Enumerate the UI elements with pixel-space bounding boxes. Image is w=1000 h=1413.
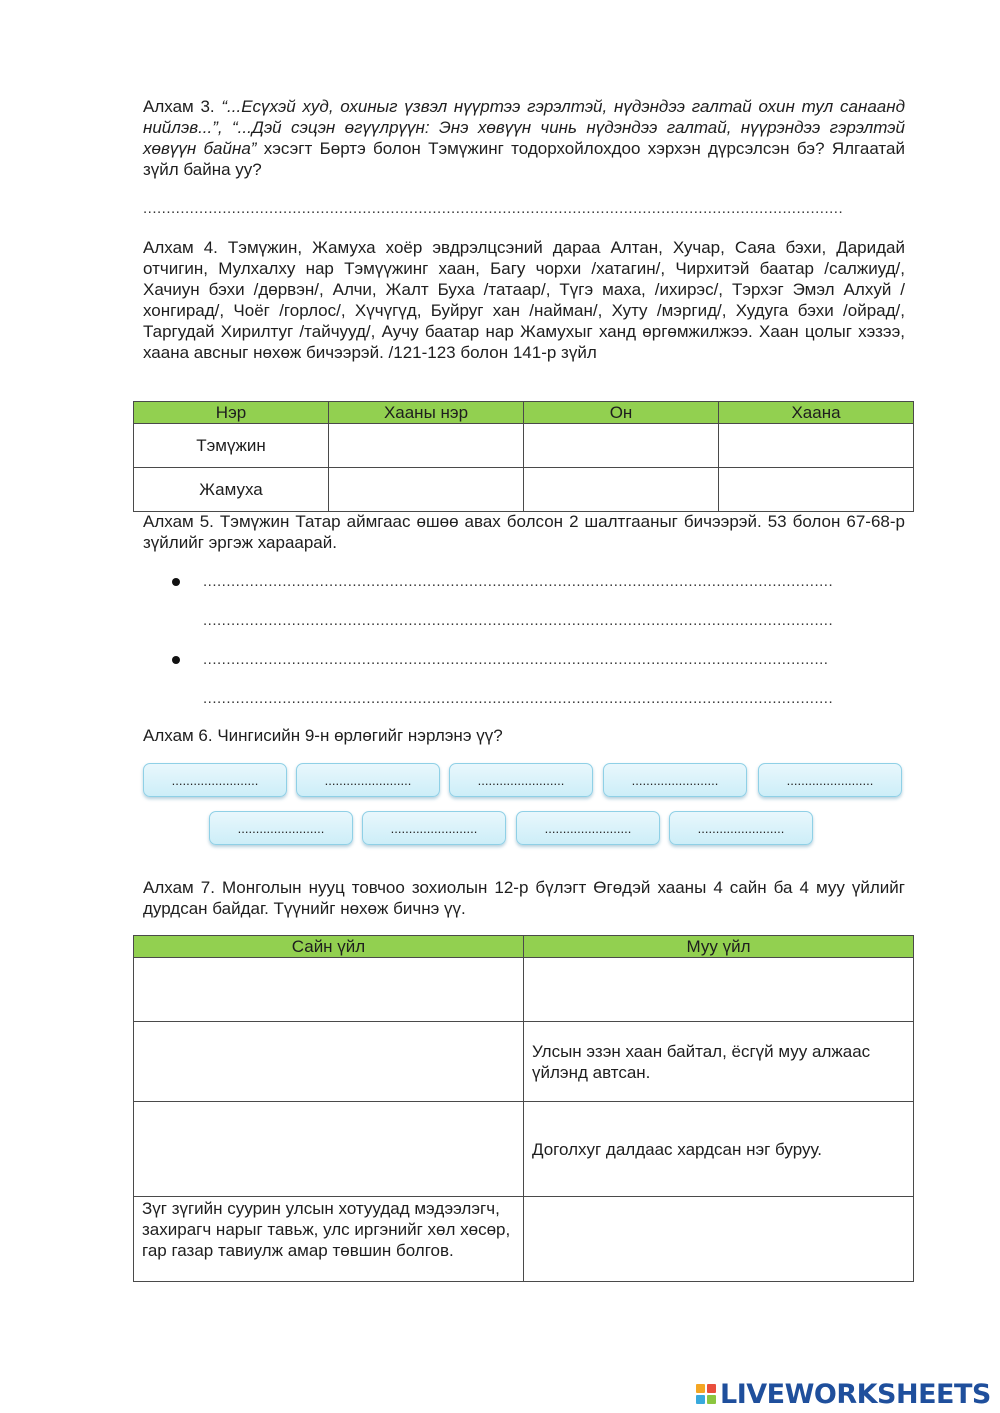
step7-bad-cell: Доголхуг далдаас хардсан нэг буруу.	[524, 1102, 914, 1197]
step5-answer-line-2[interactable]: .......................................................................................................................................	[203, 612, 834, 629]
bullet	[172, 578, 180, 586]
logo-square	[696, 1395, 705, 1404]
table-row	[134, 1102, 914, 1197]
answer-box-9[interactable]: ........................	[669, 811, 813, 845]
step5-answer-line-4[interactable]: .......................................................................................................................................	[203, 690, 834, 707]
step4-header-khan-name: Хааны нэр	[329, 402, 524, 424]
table-row	[134, 1022, 914, 1102]
step7-good-cell[interactable]	[134, 1022, 524, 1102]
step4-header-name: Нэр	[134, 402, 329, 424]
step5-answer-line-1[interactable]: .......................................................................................................................................	[203, 573, 834, 590]
step7-paragraph: Алхам 7. Монголын нууц товчоо зохиолын 12-р бүлэгт Өгөдэй хааны 4 сайн ба 4 муу үйлийг дурдсан байдаг. Түүнийг нөхөж бичнэ үү.	[143, 878, 905, 918]
step3-quote2: “...Дэй сэцэн өгүүлрүүн: Энэ хөвүүн чинь нүдэндээ галтай, нүүрэндээ гэрэлтэй хөвүүн байна”	[143, 118, 905, 158]
logo-square	[707, 1384, 716, 1393]
liveworksheets-logo	[696, 1378, 991, 1410]
step7-table-header	[134, 936, 914, 958]
logo-text: LIVEWORKSHEETS	[720, 1378, 991, 1410]
step7-good-cell: Зүг зүгийн суурин улсын хотуудад мэдээлэгч, захирагч нарыг тавьж, улс иргэнийг хөл хөсөр, гар газар тавиулж амар төвшин болгов.	[134, 1197, 524, 1282]
step4-header-year: Он	[524, 402, 719, 424]
answer-box-3[interactable]: ........................	[449, 763, 593, 797]
answer-box-6[interactable]: ........................	[209, 811, 353, 845]
logo-square	[707, 1395, 716, 1404]
step7-bad-cell[interactable]	[524, 1197, 914, 1282]
step4-table-header	[134, 402, 914, 424]
answer-box-1[interactable]: ........................	[143, 763, 287, 797]
step4-cell-input[interactable]	[329, 468, 524, 512]
answer-box-4[interactable]: ........................	[603, 763, 747, 797]
step7-good-cell[interactable]	[134, 958, 524, 1022]
answer-box-2[interactable]: ........................	[296, 763, 440, 797]
step7-table	[133, 935, 914, 1282]
answer-box-8[interactable]: ........................	[516, 811, 660, 845]
step3-paragraph	[143, 96, 905, 180]
logo-icon	[696, 1384, 716, 1404]
step7-bad-cell[interactable]	[524, 958, 914, 1022]
step7-header-good: Сайн үйл	[134, 936, 524, 958]
step7-good-cell[interactable]	[134, 1102, 524, 1197]
step4-cell-input[interactable]	[719, 468, 914, 512]
step4-row-name: Жамуха	[134, 468, 329, 512]
step4-cell-input[interactable]	[524, 424, 719, 468]
table-row	[134, 1197, 914, 1282]
logo-square	[696, 1384, 705, 1393]
step7-header-bad: Муу үйл	[524, 936, 914, 958]
step4-cell-input[interactable]	[719, 424, 914, 468]
answer-box-7[interactable]: ........................	[362, 811, 506, 845]
step4-header-where: Хаана	[719, 402, 914, 424]
step3-question: хэсэгт Бөртэ болон Тэмүжинг тодорхойлохдоо хэрхэн дүрсэлсэн бэ? Ялгаатай зүйл байна уу?	[143, 139, 905, 179]
step7-bad-cell: Улсын эзэн хаан байтал, ёсгүй муу алжаас үйлэнд автсан.	[524, 1022, 914, 1102]
step6-paragraph: Алхам 6. Чингисийн 9-н өрлөгийг нэрлэнэ үү?	[143, 726, 503, 745]
step3-quote1: “...Есүхэй худ, охиныг үзвэл нүүртээ гэрэлтэй, нүдэндээ галтай охин тул санаанд нийлэв...”,	[143, 97, 905, 137]
step4-row-name: Тэмүжин	[134, 424, 329, 468]
step5-answer-line-3[interactable]: ......................................................................................................................................	[203, 651, 829, 668]
step5-paragraph: Алхам 5. Тэмүжин Татар аймгаас өшөө авах болсон 2 шалтгааныг бичээрэй. 53 болон 67-68-р зүйлийг эргэж хараарай.	[143, 512, 905, 552]
answer-box-5[interactable]: ........................	[758, 763, 902, 797]
step4-table	[133, 401, 914, 512]
bullet	[172, 656, 180, 664]
table-row	[134, 468, 914, 512]
step3-label: Алхам 3.	[143, 97, 215, 116]
step4-paragraph: Алхам 4. Тэмүжин, Жамуха хоёр эвдрэлцсэний дараа Алтан, Хучар, Саяа бэхи, Даридай отчигин, Мулхалху нар Тэмүүжинг хаан, Багу чорхи /хатагин/, Чирхитэй баатар /салжиуд/, Хачиун бэхи /дөрвэн/, Алчи, Жалт Буха /татаар/, Түгэ маха, /ихирэс/, Тэрхэг Эмэл Алхуй /хонгирад/, Чоёг /горлос/, Хүчүгүд, Буйруг хан /найман/, Хуту /мэргид/, Худуга бэхи /ойрад/, Таргудай Хирилтуг /тайчууд/, Аучу баатар нар Жамухыг ханд өргөмжилжээ. Хаан цолыг хэзээ, хаана авсныг нөхөж бичээрэй. /121-123 болон 141-р зүйл	[143, 238, 905, 362]
step4-cell-input[interactable]	[329, 424, 524, 468]
table-row	[134, 958, 914, 1022]
step4-cell-input[interactable]	[524, 468, 719, 512]
table-row	[134, 424, 914, 468]
step3-answer-line[interactable]: ......................................................................................................................................................	[143, 200, 844, 217]
